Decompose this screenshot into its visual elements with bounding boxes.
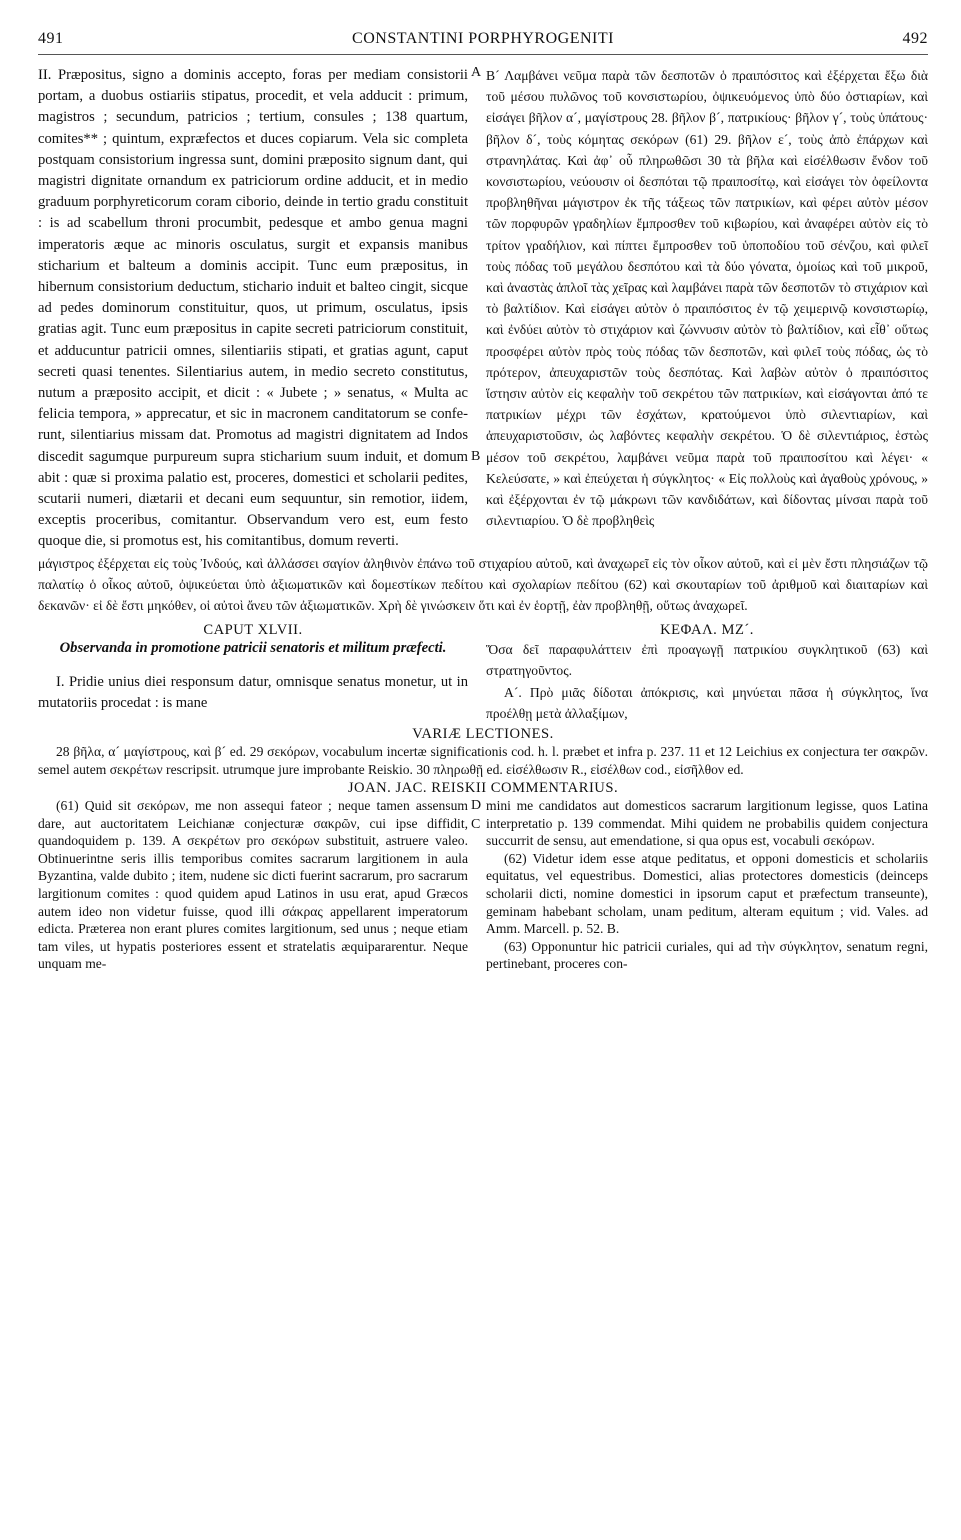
margin-letters [468, 65, 486, 832]
page-header [38, 30, 928, 55]
latin-chapter-title: CAPUT XLVII. [203, 622, 303, 639]
margin-letter-b: B [471, 449, 481, 464]
greek-chapter-title: ΚΕΦΑΛ. ΜΖ´. [660, 622, 754, 639]
margin-letter-a: A [471, 65, 482, 80]
latin-column: II. Præpositus, signo a dominis accepto, foras per mediam consistorii portam, a duobus ostiariis stipatus, procedit, et vela adducit : primum, magistros ; secundum, patricios ; tertium, consules ; 138 quartum, comites** ; quintum, expræfectos et duces copiarum. Vela sic completa postquam consistorium ingressa sunt, domini præposito signum dant, qui magistri dignitate ornandum ex patriciorum ordine adducit, et in medio graduum porphyreticorum coram ciborio, deinde in tertio gradu constituit : is ad scabellum throni procumbit, pedesque et ambo genua magni imperatoris æque ac minoris osculatus, surgit et expansis manibus sticharium et balteum a dominis accipit. Tunc eum præpositus, in hibernum consistorium deductum, stichario induit et balteo cingit, sicque ad pedes dominorum constituitur, quos, ut primum, osculatus, ipsis gratias agit. Tunc eum præpositus in capite secreti patriciorum constituit, et adducuntur patricii omnes, silentiariis stipati, et gratias agunt, caput secreti quasi tenentes. Silentiarius autem, in medio secreto constitutus, nutum a præposito accipit, et dicit : « Jubete ; » senatus, « Multa ac felicia tempora, » apprecatur, et sic in macronem canditatorum se confe-runt, silentiarius missam dat. Promotus ad magistri dignitatem ad Indos discedit sagumque purpureum supra sticharium suum induit, et domum abit : quæ si proxima palatio est, proceres, domestici et scholarii pedites, scutarii numeri, diætarii et decani eum sequuntur, sin remotior, iidem, exceptis proceribus, comitantur. Observandum vero est, eum festo quoque die, si promotus est, his comitantibus, domum reverti. [38, 67, 468, 550]
commentary-right [486, 797, 928, 973]
greek-fullwidth-text: μάγιστρος ἐξέρχεται εἰς τοὺς Ἰνδούς, καὶ ἀλλάσσει σαγίον ἀληθινὸν ἐπάνω τοῦ στιχαρίου αὐτοῦ, καὶ ἀναχωρεῖ εἰς τὸν οἶκον αὐτοῦ, καὶ εἰ μὲν ἔστι πλησιάζων τῷ παλατίῳ ὁ οἶκος αὐτοῦ, ὀψικεύεται ὑπὸ ἀξιωματικῶν καὶ δομεστίκων πεδίτου καὶ σχολαρίων πεδίτου (62) καὶ σκουταρίων τοῦ ἀριθμοῦ καὶ διαιταρίων καὶ δεκανῶν· εἰ δὲ ἔστι μηκόθεν, οἱ αὐτοὶ ἄνευ τῶν ἀξιωματικῶν. Χρὴ δὲ γινώσκειν ὅτι καὶ ἐν ἑορτῇ, ἐὰν προβληθῇ, οὕτως ἀναχωρεῖ. [38, 555, 928, 614]
commentary-title: JOAN. JAC. REISKII COMMENTARIUS. [347, 780, 619, 797]
chapter-greek [486, 622, 928, 724]
margin-letter-d: D [471, 798, 482, 814]
chapter-latin [38, 622, 468, 724]
variae-title: VARIÆ LECTIONES. [412, 726, 554, 743]
commentary-right-63: (63) Opponuntur hic patricii curiales, qui ad τὴν σύγκλητον, senatum regni, pertinebant, proceres con- [486, 938, 928, 972]
latin-chapter-text: I. Pridie unius diei responsum datur, omnisque senatus monetur, ut in mutatoriis procedat : is mane [38, 674, 468, 712]
commentary-left: (61) Quid sit σεκόρων, me non assequi fateor ; neque tamen assensum dare, aut auctoritatem Leichianæ conjecturæ σακρῶν, cui ipse diffidit, quandoquidem p. 139. A σεκρέτων pro σεκόρων substituit, astruere valeo. Obtinuerintne seris illis temporibus comites sacrarum largitionem in aula Byzantina, valde dubito ; item, nudene sic dicti fuerint sacrarum, pro sacrarum largitionum comites : quod quidem apud Latinos in usu erat, apud Græcos autem ideo non videtur fuisse, quod illi σάκρας appellarent imperatorum edicta. Præterea non erant plures comites largitionum, sed unus ; neque etiam tam viles, ut hypatis posteriores essent et stratelatis æquipararentur. Neque unquam me- [38, 798, 468, 972]
left-page-number: 491 [38, 30, 64, 47]
latin-chapter-subtitle: Observanda in promotione patricii senatoris et militum præfecti. [59, 640, 447, 657]
commentary-right-62: (62) Videtur idem esse atque peditatus, et opponi domesticis et scholariis equitatus, vel equestribus. Domestici, alias protectores domesticis (deinceps scholarii dicti, nomine domestici in ipsorum caput et præfectum transeunte), geminam habebant scholam, unam peditum, alteram equitum ; vid. Vales. ad Amm. Marcell. p. 52. B. [486, 850, 928, 937]
variae-text: 28 βῆλα, α´ μαγίστρους, καὶ β´ ed. 29 σεκόρων, vocabulum incertæ significationis cod. h. l. præbet et infra p. 237. 11 et 12 Leichius ex conjectura ter σακρῶν. semel autem σεκρέτων rescripsit. utrumque jure improbante Reiskio. 30 πληρωθῇ ed. εἰσέλθωσιν R., εἰσέλθων cod., εἰσῆλθον ed. [38, 744, 928, 777]
margin-letter-c: C [471, 817, 481, 832]
greek-chapter-text: Α´. Πρὸ μιᾶς δίδοται ἀπόκρισις, καὶ μηνύεται πᾶσα ἡ σύγκλητος, ἵνα προέλθῃ μετὰ ἀλλαξίμων, [486, 684, 928, 721]
running-title: CONSTANTINI PORPHYROGENITI [352, 30, 614, 47]
commentary-columns [38, 797, 928, 973]
commentary-right-61: mini me candidatos aut domesticos sacrarum largitionum legisse, quos Latina interpretatio p. 139 commendat. Mihi quidem ne probabilis quidem conjectura succurrit de sensu, aut emendatione, si qua opus est, vocabuli σεκόρων. [486, 798, 928, 849]
right-page-number: 492 [902, 30, 928, 47]
greek-chapter-subtitle: Ὅσα δεῖ παραφυλάττειν ἐπὶ προαγωγῇ πατρικίου συγκλητικοῦ (63) καὶ στρατηγοῦντος. [486, 642, 928, 679]
chapter-section [38, 622, 928, 724]
page [38, 30, 928, 973]
greek-column: Β´ Λαμβάνει νεῦμα παρὰ τῶν δεσποτῶν ὁ πραιπόσιτος καὶ ἐξέρχεται ἔξω διὰ τοῦ μέσου πυλῶνος τοῦ κονσιστωρίου, ὀψικευόμενος ὑπὸ δύο ὀστιαρίων, καὶ εἰσάγει βῆλον α´, μαγίστρους 28. βῆλον β´, πατρικίους· βῆλον γ´, τοὺς ὑπάτους· βῆλον δ´, τοὺς κόμητας σεκόρων (61) 29. βῆλον ε´, τοὺς ἀπὸ ἐπάρχων καὶ στρανηλάτας. Καὶ ἀφ᾽ οὗ πληρωθῶσι 30 τὰ βῆλα καὶ εἰσέλθωσιν ἔνδον τοῦ κονσιστωρίου, νεύουσιν οἱ δεσπόται τῷ πραιποσίτῳ, καὶ εἰσάγει τὸν ὀφείλοντα προβληθῆναι μάγιστρον ἐκ τῆς τάξεως τῶν πατρικίων, καὶ φέρει αὐτὸν μέσον τῶν πορφυρῶν γραδηλίων ἔμπροσθεν τοῦ κιβωρίου, καὶ ἀναφέρει αὐτὸν εἰς τὸ τρίτον γραδήλιον, καὶ πίπτει ἔμπροσθεν τοῦ ὑποποδίου τοῦ σένζου, καὶ φιλεῖ τοὺς πόδας τοῦ μεγάλου δεσπότου καὶ τὰ δύο γόνατα, ὁμοίως καὶ τοῦ μικροῦ, καὶ ἀναστὰς ἁπλοῖ τὰς χεῖρας καὶ λαμβάνει παρὰ τῶν δεσποτῶν τὸ στιχάριον καὶ τὸ βαλτίδιον. Καὶ εἰσάγει αὐτὸν ὁ πραιπόσιτος ἐν τῷ χειμερινῷ κονσιστωρίῳ, καὶ ἐνδύει αὐτὸν τὸ στιχάριον καὶ ζώννυσιν αὐτὸν τὸ βαλτίδιον, καὶ εἶθ᾽ οὕτως προσφέρει αὐτὸν πρὸς τοὺς πόδας τῶν δεσποτῶν, καὶ φιλεῖ τοὺς πόδας, ὡς τὸ πρότερον, ἀπευχαριστῶν τοὺς δεσπότας. Καὶ λαβὼν αὐτὸν ὁ πραιπόσιτος ἵστησιν αὐτὸν εἰς κεφαλὴν τοῦ σεκρέτου τῶν πατρικίων, καὶ εἰσάγονται ἀπό τε πατρικίων μέχρι τῶν ἐσχάτων, κρατούμενοι ὑπὸ σιλεντιαρίων, καὶ ἀπευχαριστοῦσιν, ὡς λαβόντες κεφαλὴν σεκρέτου. Ὁ δὲ σιλεντιάριος, ἑστὼς μέσον τοῦ σεκρέτου, λαμβάνει νεῦμα παρὰ τοῦ πραιποσίτου καὶ λέγει· « Κελεύσατε, » καὶ ἐπεύχεται ἡ σύγκλητος· « Εἰς πολλοὺς καὶ ἀγαθοὺς χρόνους, » καὶ ἐξέρχονται ἐν τῷ μάκρωνι τῶν κανδιδάτων, καὶ δίδοντας μίνσαι παρὰ τοῦ σιλεντιαρίου. Ὁ δὲ προβληθεὶς [486, 68, 928, 529]
